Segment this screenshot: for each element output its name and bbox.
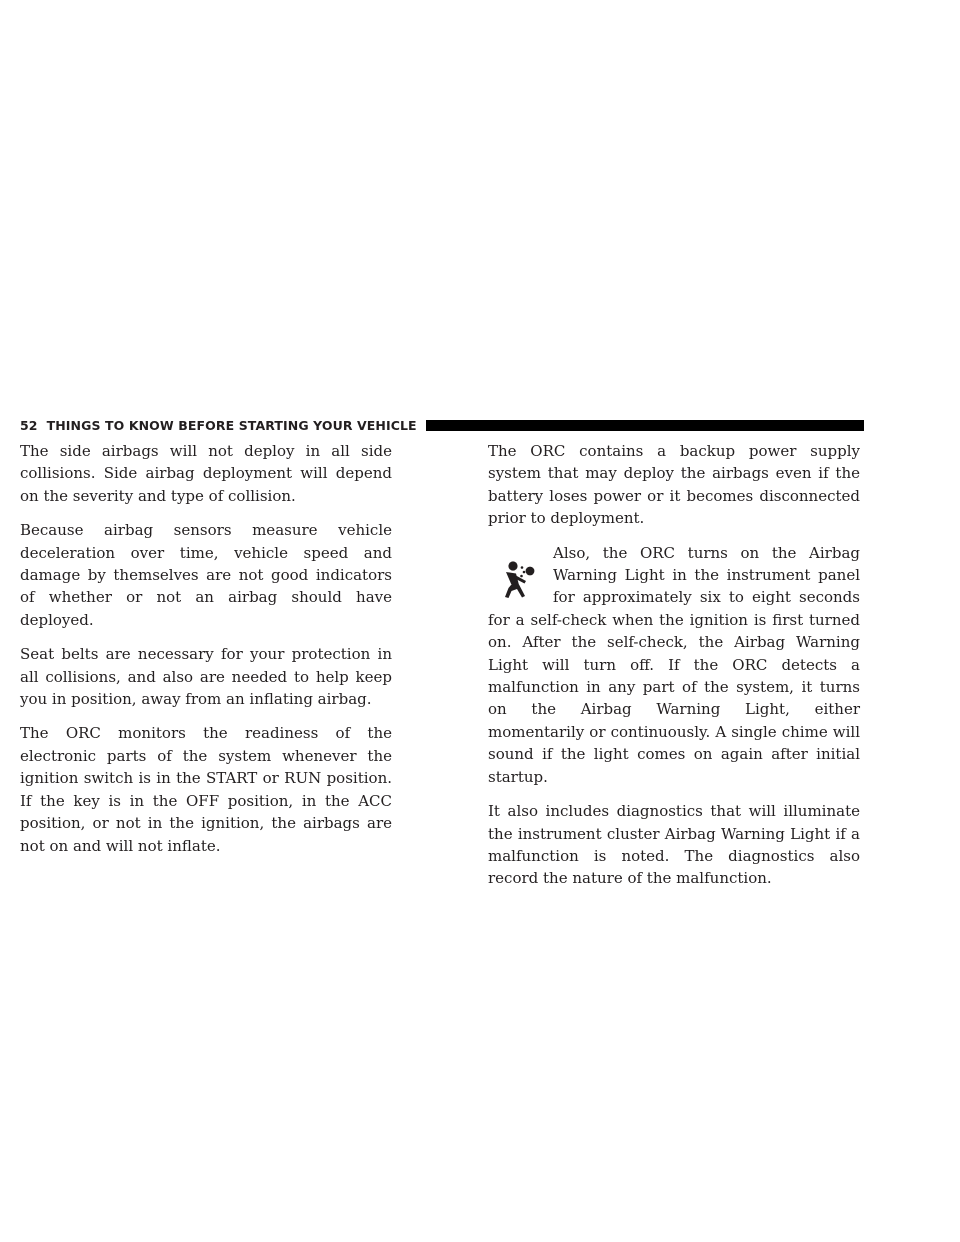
section-title: THINGS TO KNOW BEFORE STARTING YOUR VEHICLE [46,417,417,433]
paragraph-orc-monitors: The ORC monitors the readiness of the electronic parts of the system whenever the ignition switch is in the START or RUN position. If the key is in the OFF position, in the ACC position, or not in the ignition, the airbags are not on and will not inflate. [20,724,392,855]
right-column [488,440,860,902]
paragraph-seat-belts: Seat belts are necessary for your protection in all collisions, and also are needed to help keep you in position, away from an inflating airbag. [20,645,392,709]
paragraph-backup-power: The ORC contains a backup power supply system that may deploy the airbags even if the battery loses power or it becomes disconnected prior to deployment. [488,442,860,528]
paragraph-airbag-sensors: Because airbag sensors measure vehicle deceleration over time, vehicle speed and damage by themselves are not good indicators of whether or not an airbag should have deployed. [20,521,392,629]
page-number: 52 [20,417,38,433]
paragraph-side-airbags: The side airbags will not deploy in all side collisions. Side airbag deployment will depend on the severity and type of collision. [20,442,392,505]
header-rule [426,420,864,431]
left-column [20,440,392,869]
airbag-warning-icon [498,560,536,600]
page-header [20,417,864,433]
paragraph-airbag-warning-light: Also, the ORC turns on the Airbag Warning Light in the instrument panel for approximately six to eight seconds for a self-check when the ignition is first turned on. After the self-check, the Airbag Warning Light will turn off. If the ORC detects a malfunction in any part of the system, it turns on the Airbag Warning Light, either momentarily or continuously. A single chime will sound if the light comes on again after initial startup. [488,543,860,786]
paragraph-diagnostics: It also includes diagnostics that will illuminate the instrument cluster Airbag Warning Light if a malfunction is noted. The diagnostics also record the nature of the malfunction. [488,802,860,888]
